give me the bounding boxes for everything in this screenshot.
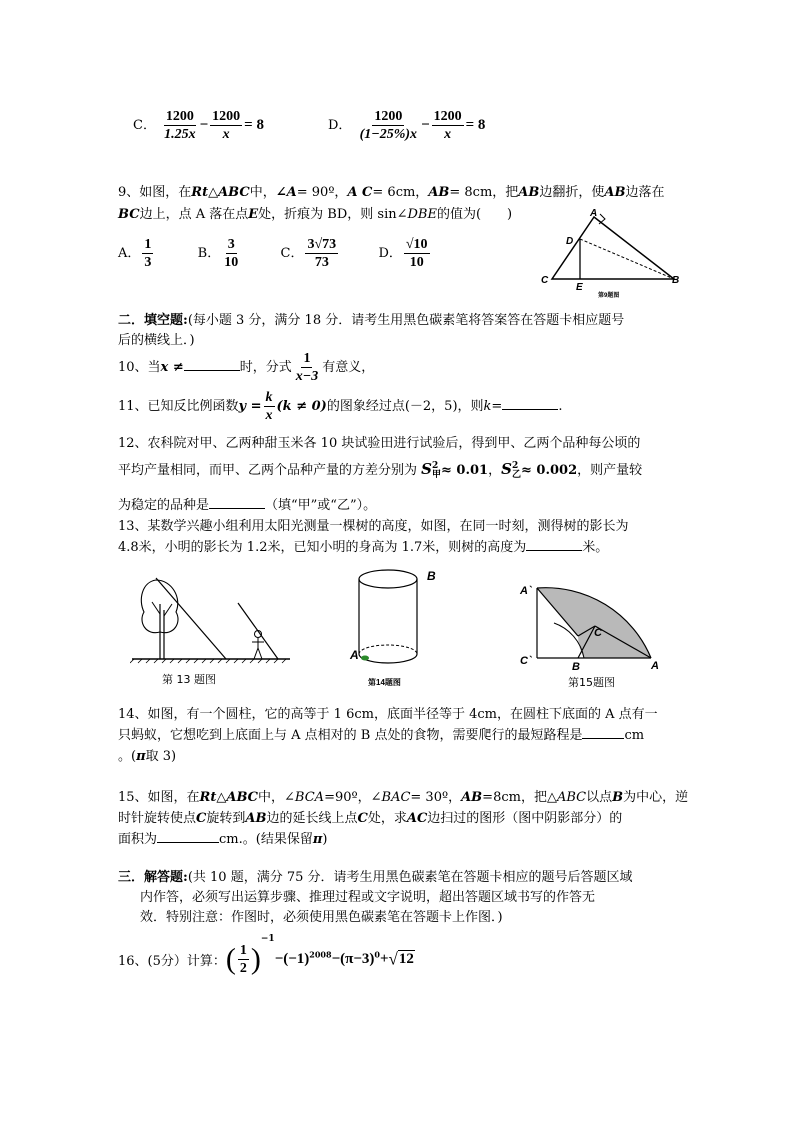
fraction: $\frac{1200}{1.25x}$ xyxy=(164,109,196,142)
q9-triangle-figure xyxy=(536,207,686,299)
fraction: $\frac{1}{3}$ xyxy=(144,237,152,270)
section3-header: 三．解答题:(共 10 题，满分 75 分．请考生用黑色碳素笔在答题卡相应的题号后答题区域 xyxy=(118,870,633,885)
fig15-label-a: A xyxy=(651,660,659,672)
answer-blank xyxy=(209,496,265,509)
section3-line3: 效．特别注意：作图时，必须使用黑色碳素笔在答题卡上作图．) xyxy=(140,910,503,925)
q15-line1: 15、如图，在Rt△ABC中，∠BCA=90º，∠BAC= 30º，AB=8cm，把△ABC以点B为中心，逆 xyxy=(118,790,689,805)
fraction: $\frac{k}{x}$ xyxy=(265,390,273,423)
q15-rotation-figure xyxy=(512,568,672,690)
fig15-label-b: B xyxy=(572,661,580,673)
q13-line1: 13、某数学兴趣小组利用太阳光测量一棵树的高度，如图，在同一时刻，测得树的影长为 xyxy=(118,519,629,534)
fig-label-e: E xyxy=(576,282,583,293)
fig15-label-a1: A` xyxy=(520,585,532,597)
q12-line3: 为稳定的品种是 （填“甲”或“乙”）。 xyxy=(118,498,377,513)
fraction: $\frac{1}{x-3}$ xyxy=(295,351,319,384)
q15-line2: 时针旋转使点C旋转到AB边的延长线上点C处，求AC边扫过的图形（图中阴影部分）的 xyxy=(118,811,623,826)
answer-blank xyxy=(157,830,219,843)
fraction: $\frac{1200}{x}$ xyxy=(212,109,241,142)
q9-line1: 9、如图，在Rt△ABC中，∠A= 90º，A C= 6cm，AB= 8cm，把AB边翻折，使AB边落在 xyxy=(118,185,665,200)
option-label: C． xyxy=(133,118,156,133)
fig13-caption: 第 13 题图 xyxy=(162,673,216,686)
fig-label-d: D xyxy=(566,236,574,247)
q13-tree-figure xyxy=(130,570,300,690)
q8-option-c: C． $\frac{1200}{1.25x}$ − $\frac{1200}{x}$ = 8 xyxy=(133,109,264,142)
q9-options: A． $\frac{1}{3}$ B． $\frac{3}{10}$ C． $\frac{3√73}{73}$ D． $\frac{√10}{10}$ xyxy=(118,237,428,270)
fraction: $\frac{1}{2}$ xyxy=(239,943,247,976)
answer-blank xyxy=(502,397,558,410)
fig-caption: 第9题图 xyxy=(598,293,620,299)
q8-option-d: D． $\frac{1200}{(1-25\%)x}$ − $\frac{1200}{x}$ = 8 xyxy=(328,109,486,142)
fig-label-b: B xyxy=(672,275,680,286)
fig15-label-c: C xyxy=(594,627,602,639)
fig-label-a: A xyxy=(590,208,598,219)
fig14-label-a: A xyxy=(350,648,359,662)
answer-blank xyxy=(582,726,624,739)
fraction: $\frac{1200}{x}$ xyxy=(433,109,462,142)
fig-label-c: C xyxy=(541,275,549,286)
fig14-caption: 第14题图 xyxy=(368,678,401,687)
answer-blank xyxy=(526,538,582,551)
fig15-label-c1: C` xyxy=(520,655,532,667)
q14-line2: 只蚂蚁，它想吃到上底面上与 A 点相对的 B 点处的食物，需要爬行的最短路程是 cm xyxy=(118,728,645,743)
q12-line2: 平均产量相同，而甲、乙两个品种产量的方差分别为 S 2 甲 ≈ 0.01，S 2 乙 ≈ 0.002，则产量较 xyxy=(118,460,643,480)
q9-line2: BC边上，点 A 落在点E处，折痕为 BD，则 sin∠DBE的值为( ) xyxy=(118,207,513,222)
q14-cylinder-figure xyxy=(340,562,450,692)
q10: 10、当x ≠ 时，分式 $\frac{1}{x-3}$ 有意义， xyxy=(118,351,375,384)
option-label: D． xyxy=(328,118,352,133)
q13-line2: 4.8米，小明的影长为 1.2米，已知小明的身高为 1.7米，则树的高度为 米。 xyxy=(118,540,609,555)
q15-line3: 面积为 cm.。(结果保留π) xyxy=(118,832,328,847)
section2-header: 二．填空题:(每小题 3 分，满分 18 分．请考生用黑色碳素笔将答案答在答题卡相应题号 xyxy=(118,313,625,328)
answer-blank xyxy=(184,358,240,371)
q14-line1: 14、如图，有一个圆柱，它的高等于 1 6cm，底面半径等于 4cm，在圆柱下底面的 A 点有一 xyxy=(118,707,658,722)
sqrt-radicand: 12 xyxy=(398,951,414,967)
q14-line3: 。(π取 3) xyxy=(118,749,177,764)
fraction: $\frac{3}{10}$ xyxy=(224,237,239,270)
fraction: $\frac{3√73}{73}$ xyxy=(307,237,337,270)
fig14-label-b: B xyxy=(427,569,436,583)
q11: 11、已知反比例函数y = $\frac{k}{x}$ (k ≠ 0)的图象经过点(－2，5)，则k= . xyxy=(118,390,563,423)
fig15-caption: 第15题图 xyxy=(568,676,615,689)
section3-line2: 内作答，必须写出运算步骤、推理过程或文字说明，超出答题区域书写的作答无 xyxy=(140,890,596,905)
q16: 16、(5分）计算：( $\frac{1}{2}$ )$^{-1}-(-1)^{2008}-(\pi-3)^0+√12$ xyxy=(118,934,414,976)
fraction: $\frac{1200}{(1-25\%)x}$ xyxy=(359,109,418,142)
q12-line1: 12、农科院对甲、乙两种甜玉米各 10 块试验田进行试验后，得到甲、乙两个品种每公顷的 xyxy=(118,436,641,451)
fraction: $\frac{√10}{10}$ xyxy=(405,237,428,270)
section2-line2: 后的横线上．) xyxy=(118,333,195,348)
